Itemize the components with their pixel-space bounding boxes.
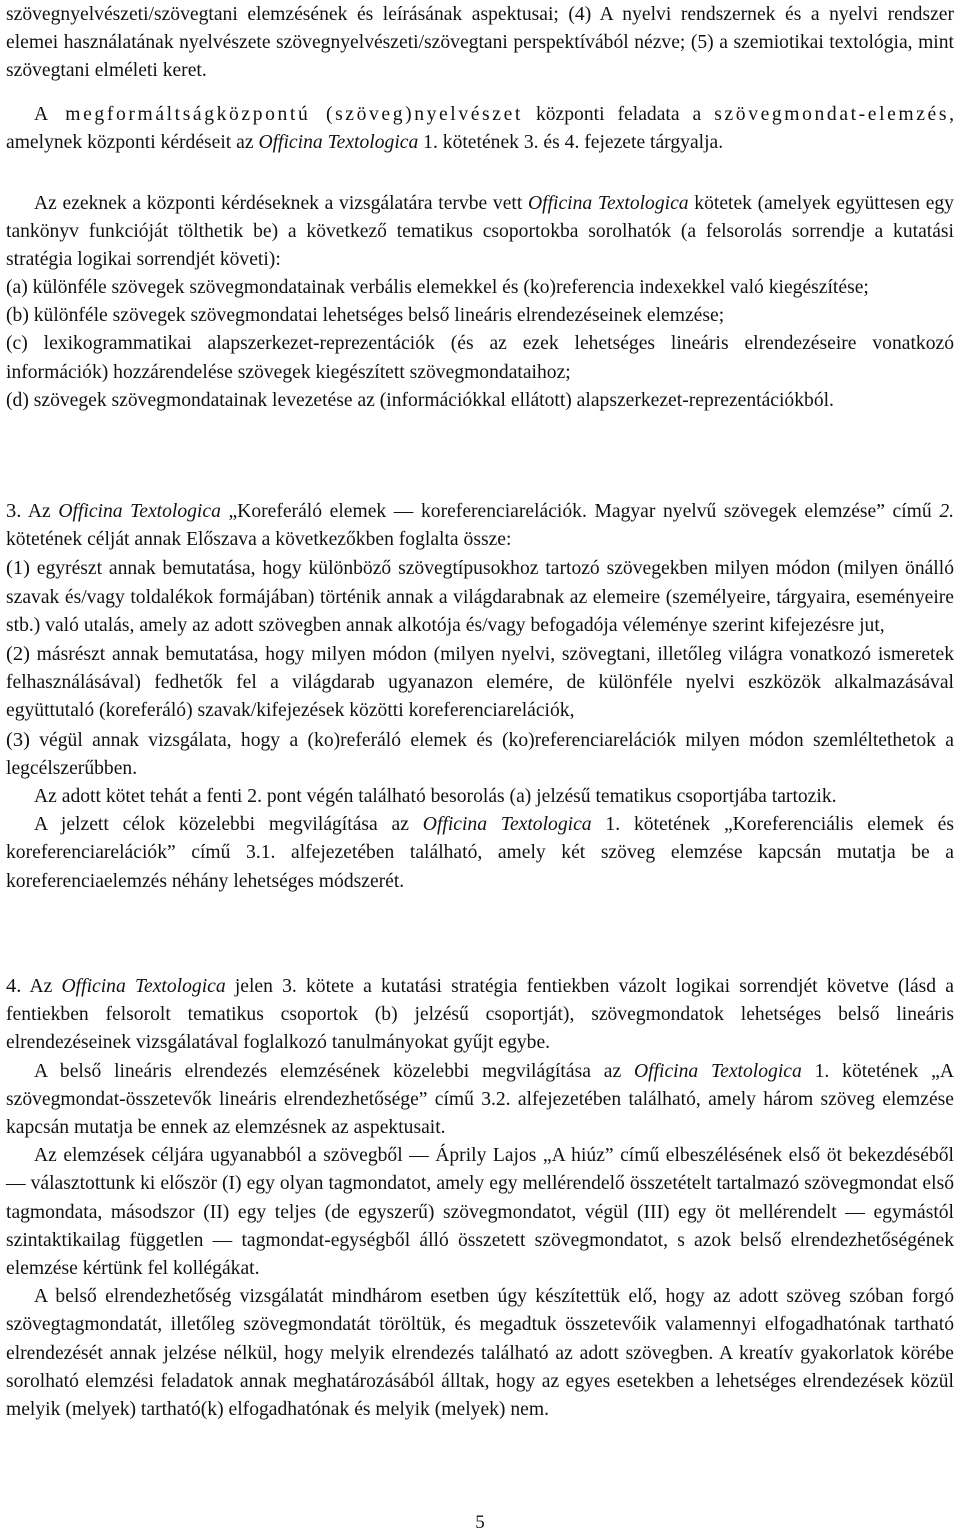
list-item: (c) lexikogrammatikai alapszerkezet-reprezentációk (és az ezek lehetséges lineáris elrendezéseire vonatkozó információk) hozzárendelése szövegek kiegészített szövegmondataihoz;: [6, 333, 954, 383]
paragraph-belso-linearis: A belső lineáris elrendezés elemzésének közelebbi megvilágítása az Officina Textologica 1. kötetének „A szövegmondat-összetevők lineáris elrendezhetősége” című 3.2. alfejezetében található, amely három szöveg elemzése kapcsán mutatja be ennek az elemzésnek az aspektusait.: [6, 1060, 955, 1139]
book-title: Officina Textologica: [633, 1060, 802, 1082]
list-item: (a) különféle szövegek szövegmondatainak verbális elemekkel és (ko)referencia indexekkel való kiegészítése;: [6, 277, 869, 298]
term-megformaltsag: A megformáltságközpontú (szöveg)nyelvészet: [34, 104, 523, 125]
section-number: 3.: [6, 500, 22, 522]
goal-item: (3) végül annak vizsgálata, hogy a (ko)referáló elemek és (ko)referenciarelációk milyen módon szemléltethetok a legcélszerűbben.: [6, 728, 954, 779]
goal-item: (1) egyrészt annak bemutatása, hogy különböző szövegtípusokhoz tartozó szövegekben milyen módon (milyen önálló szavak és/vagy toldalékok formájában) történik annak a világdarabnak az elemeire (személyeire, tárgyaira, eseményeire stb.) való utalás, amely az adott szövegben annak alkotója és/vagy befogadója véleménye szerint kifejezésre jut,: [6, 557, 954, 636]
paragraph-kozponti-kerdesek: Az ezeknek a központi kérdéseknek a vizsgálatára tervbe vett Officina Textologica kötetek (amelyek együttesen egy tankönyv funkcióját tölthetik be) a következő tematikus csoportokba sorolhatók (a felsorolás sorrendje a kutatási stratégia logikai sorrendjét követi):: [6, 193, 954, 271]
page-number: 5: [475, 1512, 485, 1533]
section-4: [6, 972, 954, 1424]
thematic-group-list: [6, 274, 954, 415]
paragraph-elemzesek-celjara: Az elemzések céljára ugyanabból a szövegből — Áprily Lajos „A hiúz” című elbeszélésének első öt bekezdéséből — választottunk ki először (I) egy olyan tagmondatot, amely egy mellérendelő összetételt tartalmazó szövegmondat első tagmondata, másodszor (II) egy teljes (de egyszerű) szövegmondatot, végül (III) egy öt mellérendelt — egymástól szintaktikailag független — tagmondat-egységből álló összetett szövegmondatot, s azok belső elrendezhetőségének elemzése kértünk fel kollégákat.: [6, 1145, 954, 1280]
term-szovegmondat-elemzes: szövegmondat-elemzés: [714, 104, 950, 125]
list-item: (b) különféle szövegek szövegmondatai lehetséges belső lineáris elrendezéseinek elemzése;: [6, 305, 725, 327]
book-title: Officina Textologica: [422, 814, 592, 836]
paragraph-adott-kotet: Az adott kötet tehát a fenti 2. pont végén található besorolás (a) jelzésű tematikus csoportjába tartozik.: [34, 786, 837, 808]
paragraph-megformaltsag: A megformáltságközpontú (szöveg)nyelvészet központi feladata a szövegmondat-elemzés, amelynek központi kérdéseit az Officina Textologica 1. kötetének 3. és 4. fejezete tárgyalja.: [6, 104, 954, 154]
list-item: (d) szövegek szövegmondatainak levezetése az (információkkal ellátott) alapszerkezet-reprezentációkból.: [6, 389, 834, 411]
section-3-intro: 3. Az Officina Textologica „Koreferáló elemek — koreferenciarelációk. Magyar nyelvű szövegek elemzése” című 2. kötetének célját annak Előszava a következőkben foglalta össze:: [6, 500, 955, 551]
book-title: Officina Textologica: [58, 501, 221, 522]
paragraph-elrendezhetoseg: A belső elrendezhetőség vizsgálatát mindhárom esetben úgy készítettük elő, hogy az adott szöveg szóban forgó szövegtagmondatát, illetőleg szövegmondatát töröltük, és megadtuk összetevőik valamennyi elfogadhatónak tartható elrendezését annak jelzése nélkül, hogy melyik elrendezés található az adott szövegben. A kreatív gyakorlatok körébe sorolható elemzési feladatok annak meghatározásából álltak, hogy az egyes esetekben a lehetséges elrendezések közül melyik (melyek) tartható(k) elfogadhatónak és melyik (melyek) nem.: [6, 1286, 954, 1421]
book-title: Officina Textologica: [258, 132, 419, 154]
book-title: Officina Textologica: [61, 976, 226, 997]
book-title: Officina Textologica: [527, 193, 689, 214]
paragraph-intro: szövegnyelvészeti/szövegtani elemzésének és leírásának aspektusai; (4) A nyelvi rendszernek és a nyelvi rendszer elemei használatának nyelvészete szövegnyelvészeti/szövegtani perspektívából nézve; (5) a szemiotikai textológia, mint szövegtani elméleti keret.: [6, 4, 954, 82]
paragraph-jelzett-celok: A jelzett célok közelebbi megvilágítása az Officina Textologica 1. kötetének „Koreferenciális elemek és koreferenciarelációk” című 3.1. alfejezetében található, amely két szöveg elemzése kapcsán mutatja be a koreferenciaelemzés néhány lehetséges módszerét.: [6, 814, 954, 892]
section-number: 4.: [6, 975, 22, 997]
section-4-intro: 4. Az Officina Textologica jelen 3. kötete a kutatási stratégia fentiekben vázolt logikai sorrendjét követve (lásd a fentiekben felsorolt tematikus csoportok (b) jelzésű csoportját), szövegmondatok lehetséges belső lineáris elrendezéseinek vizsgálatával foglalkozó tanulmányokat gyűjt egybe.: [6, 975, 954, 1054]
goal-item: (2) másrészt annak bemutatása, hogy milyen módon (milyen nyelvi, szövegtani, illetőleg világra vonatkozó ismeretek felhasználásával) fedhetők fel a világdarab ugyanazon elemére, de különféle nyelvi eszközök alkalmazásával együttutaló (koreferáló) szavak/kifejezések közötti koreferenciarelációk,: [6, 643, 954, 722]
section-3: [6, 497, 954, 896]
